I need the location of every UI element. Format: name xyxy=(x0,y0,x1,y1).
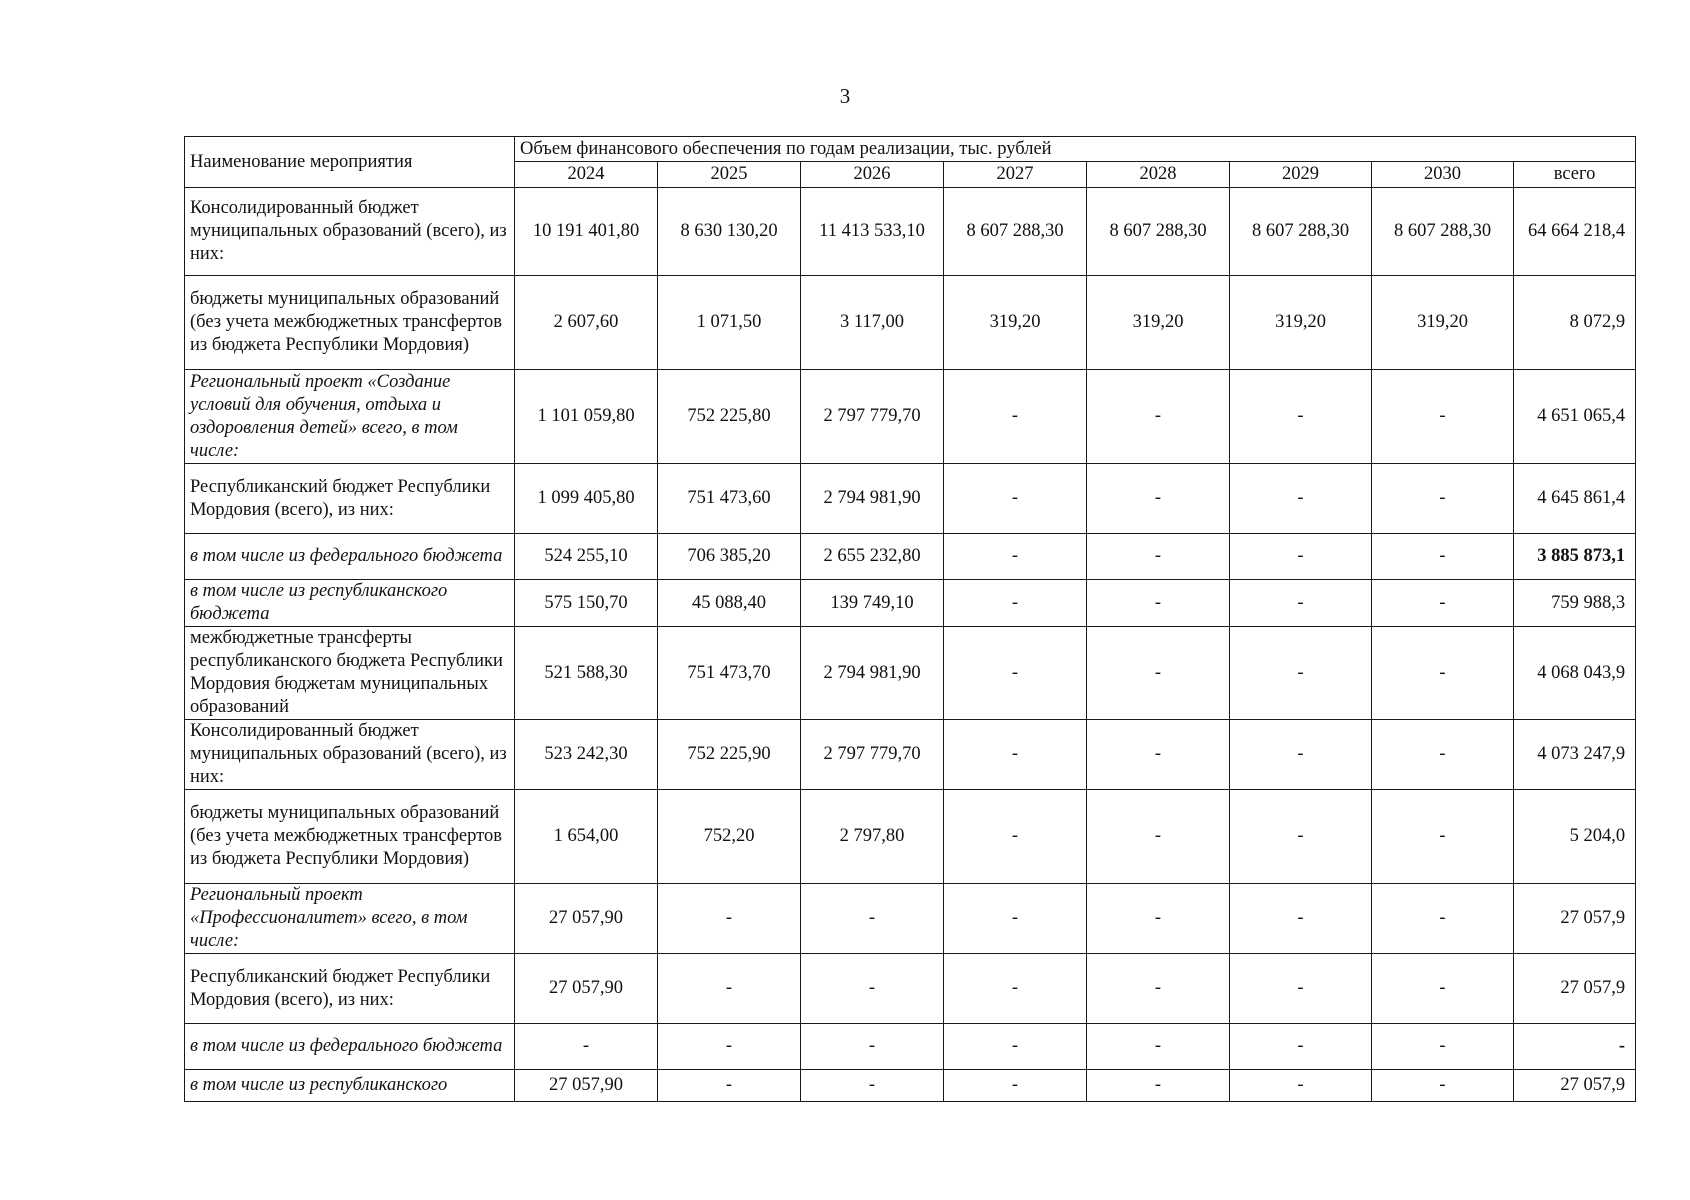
row-value-cell: 706 385,20 xyxy=(658,534,801,580)
row-value-cell: - xyxy=(1087,884,1230,954)
row-value-cell: 1 654,00 xyxy=(515,790,658,884)
table-row xyxy=(185,276,1636,370)
row-value-cell: - xyxy=(1230,790,1372,884)
row-value-cell: 8 607 288,30 xyxy=(944,188,1087,276)
row-value-cell: 8 607 288,30 xyxy=(1087,188,1230,276)
row-value-cell: - xyxy=(1087,464,1230,534)
row-value-cell: 2 794 981,90 xyxy=(801,464,944,534)
table-row xyxy=(185,1070,1636,1102)
header-financing-volume: Объем финансового обеспечения по годам реализации, тыс. рублей xyxy=(515,137,1636,162)
row-value-cell: - xyxy=(1230,884,1372,954)
row-name: Региональный проект «Создание условий для обучения, отдыха и оздоровления детей» всего, в том числе: xyxy=(185,370,515,464)
table-row xyxy=(185,534,1636,580)
row-value-cell: 8 607 288,30 xyxy=(1230,188,1372,276)
row-name: Республиканский бюджет Республики Мордовия (всего), из них: xyxy=(185,464,515,534)
row-value-cell: - xyxy=(1230,370,1372,464)
row-value-cell: - xyxy=(1087,790,1230,884)
financing-table xyxy=(184,136,1636,1102)
table-row xyxy=(185,464,1636,534)
row-value-cell: 2 797 779,70 xyxy=(801,370,944,464)
header-year-2029: 2029 xyxy=(1230,162,1372,188)
row-value-cell: - xyxy=(1372,580,1514,627)
row-total-cell: 4 645 861,4 xyxy=(1514,464,1636,534)
row-value-cell: 2 797 779,70 xyxy=(801,720,944,790)
row-value-cell: - xyxy=(944,884,1087,954)
row-value-cell: - xyxy=(1372,534,1514,580)
row-value-cell: - xyxy=(515,1024,658,1070)
row-name: Консолидированный бюджет муниципальных образований (всего), из них: xyxy=(185,720,515,790)
row-total-cell: 27 057,9 xyxy=(1514,884,1636,954)
row-value-cell: 27 057,90 xyxy=(515,884,658,954)
row-value-cell: - xyxy=(1372,884,1514,954)
row-name: Республиканский бюджет Республики Мордовия (всего), из них: xyxy=(185,954,515,1024)
row-value-cell: 2 655 232,80 xyxy=(801,534,944,580)
row-total-cell: 3 885 873,1 xyxy=(1514,534,1636,580)
row-value-cell: - xyxy=(658,1024,801,1070)
row-value-cell: - xyxy=(1087,580,1230,627)
row-total-cell: 27 057,9 xyxy=(1514,1070,1636,1102)
row-value-cell: 2 794 981,90 xyxy=(801,627,944,720)
row-value-cell: - xyxy=(944,1024,1087,1070)
row-value-cell: 2 797,80 xyxy=(801,790,944,884)
row-value-cell: 752 225,80 xyxy=(658,370,801,464)
row-value-cell: - xyxy=(1372,720,1514,790)
row-value-cell: - xyxy=(1372,954,1514,1024)
header-year-2030: 2030 xyxy=(1372,162,1514,188)
row-value-cell: 27 057,90 xyxy=(515,954,658,1024)
row-value-cell: - xyxy=(944,1070,1087,1102)
row-value-cell: - xyxy=(1230,580,1372,627)
row-value-cell: - xyxy=(1372,464,1514,534)
row-value-cell: 27 057,90 xyxy=(515,1070,658,1102)
row-name: в том числе из федерального бюджета xyxy=(185,1024,515,1070)
row-value-cell: - xyxy=(944,580,1087,627)
row-value-cell: - xyxy=(801,954,944,1024)
row-value-cell: - xyxy=(1087,1070,1230,1102)
row-value-cell: 45 088,40 xyxy=(658,580,801,627)
row-value-cell: - xyxy=(1087,954,1230,1024)
row-name: межбюджетные трансферты республиканского бюджета Республики Мордовия бюджетам муниципальных образований xyxy=(185,627,515,720)
row-value-cell: - xyxy=(944,790,1087,884)
row-value-cell: 751 473,70 xyxy=(658,627,801,720)
row-value-cell: 319,20 xyxy=(1230,276,1372,370)
page-number: 3 xyxy=(839,84,851,108)
row-name: бюджеты муниципальных образований (без учета межбюджетных трансфертов из бюджета Республики Мордовия) xyxy=(185,790,515,884)
row-value-cell: - xyxy=(1372,370,1514,464)
row-value-cell: - xyxy=(944,464,1087,534)
row-value-cell: - xyxy=(944,534,1087,580)
table-row xyxy=(185,580,1636,627)
row-value-cell: - xyxy=(658,1070,801,1102)
table-row xyxy=(185,884,1636,954)
row-value-cell: 521 588,30 xyxy=(515,627,658,720)
row-value-cell: - xyxy=(944,627,1087,720)
row-value-cell: - xyxy=(1230,1070,1372,1102)
row-name: в том числе из республиканского xyxy=(185,1070,515,1102)
row-value-cell: 3 117,00 xyxy=(801,276,944,370)
header-total: всего xyxy=(1514,162,1636,188)
row-value-cell: 8 630 130,20 xyxy=(658,188,801,276)
row-value-cell: - xyxy=(1372,790,1514,884)
row-value-cell: - xyxy=(1230,627,1372,720)
row-total-cell: 759 988,3 xyxy=(1514,580,1636,627)
row-value-cell: - xyxy=(658,954,801,1024)
row-value-cell: 575 150,70 xyxy=(515,580,658,627)
row-value-cell: - xyxy=(944,720,1087,790)
row-value-cell: - xyxy=(944,954,1087,1024)
row-value-cell: 10 191 401,80 xyxy=(515,188,658,276)
header-year-2027: 2027 xyxy=(944,162,1087,188)
table-row xyxy=(185,188,1636,276)
row-value-cell: - xyxy=(1230,720,1372,790)
row-total-cell: 4 073 247,9 xyxy=(1514,720,1636,790)
row-value-cell: - xyxy=(1230,464,1372,534)
table-row xyxy=(185,1024,1636,1070)
row-total-cell: 4 068 043,9 xyxy=(1514,627,1636,720)
row-name: в том числе из федерального бюджета xyxy=(185,534,515,580)
row-value-cell: - xyxy=(1087,1024,1230,1070)
row-value-cell: - xyxy=(1087,370,1230,464)
row-value-cell: - xyxy=(1372,627,1514,720)
row-value-cell: - xyxy=(1372,1070,1514,1102)
header-year-2024: 2024 xyxy=(515,162,658,188)
row-value-cell: 1 101 059,80 xyxy=(515,370,658,464)
row-value-cell: - xyxy=(801,884,944,954)
row-value-cell: 2 607,60 xyxy=(515,276,658,370)
row-value-cell: 1 099 405,80 xyxy=(515,464,658,534)
row-total-cell: 4 651 065,4 xyxy=(1514,370,1636,464)
table-row xyxy=(185,370,1636,464)
row-value-cell: 319,20 xyxy=(1087,276,1230,370)
row-total-cell: 27 057,9 xyxy=(1514,954,1636,1024)
row-value-cell: - xyxy=(1087,534,1230,580)
row-value-cell: - xyxy=(1087,720,1230,790)
row-value-cell: 139 749,10 xyxy=(801,580,944,627)
row-value-cell: 8 607 288,30 xyxy=(1372,188,1514,276)
table-row xyxy=(185,627,1636,720)
row-name: бюджеты муниципальных образований (без учета межбюджетных трансфертов из бюджета Республики Мордовия) xyxy=(185,276,515,370)
row-value-cell: 1 071,50 xyxy=(658,276,801,370)
header-year-2028: 2028 xyxy=(1087,162,1230,188)
row-name: Региональный проект «Профессионалитет» всего, в том числе: xyxy=(185,884,515,954)
row-value-cell: 751 473,60 xyxy=(658,464,801,534)
table-row xyxy=(185,790,1636,884)
row-value-cell: - xyxy=(801,1024,944,1070)
row-value-cell: 752,20 xyxy=(658,790,801,884)
row-name: Консолидированный бюджет муниципальных образований (всего), из них: xyxy=(185,188,515,276)
row-value-cell: 752 225,90 xyxy=(658,720,801,790)
row-total-cell: - xyxy=(1514,1024,1636,1070)
row-total-cell: 5 204,0 xyxy=(1514,790,1636,884)
row-value-cell: 11 413 533,10 xyxy=(801,188,944,276)
row-value-cell: - xyxy=(658,884,801,954)
row-value-cell: - xyxy=(1230,534,1372,580)
row-total-cell: 8 072,9 xyxy=(1514,276,1636,370)
row-value-cell: 319,20 xyxy=(1372,276,1514,370)
row-value-cell: - xyxy=(801,1070,944,1102)
row-value-cell: - xyxy=(1087,627,1230,720)
header-year-2025: 2025 xyxy=(658,162,801,188)
row-value-cell: - xyxy=(1230,1024,1372,1070)
row-name: в том числе из республиканского бюджета xyxy=(185,580,515,627)
row-value-cell: 524 255,10 xyxy=(515,534,658,580)
row-value-cell: - xyxy=(1372,1024,1514,1070)
row-value-cell: - xyxy=(944,370,1087,464)
header-activity-name: Наименование мероприятия xyxy=(185,137,515,188)
row-total-cell: 64 664 218,4 xyxy=(1514,188,1636,276)
table-row xyxy=(185,720,1636,790)
row-value-cell: - xyxy=(1230,954,1372,1024)
table-row xyxy=(185,954,1636,1024)
header-year-2026: 2026 xyxy=(801,162,944,188)
row-value-cell: 319,20 xyxy=(944,276,1087,370)
row-value-cell: 523 242,30 xyxy=(515,720,658,790)
